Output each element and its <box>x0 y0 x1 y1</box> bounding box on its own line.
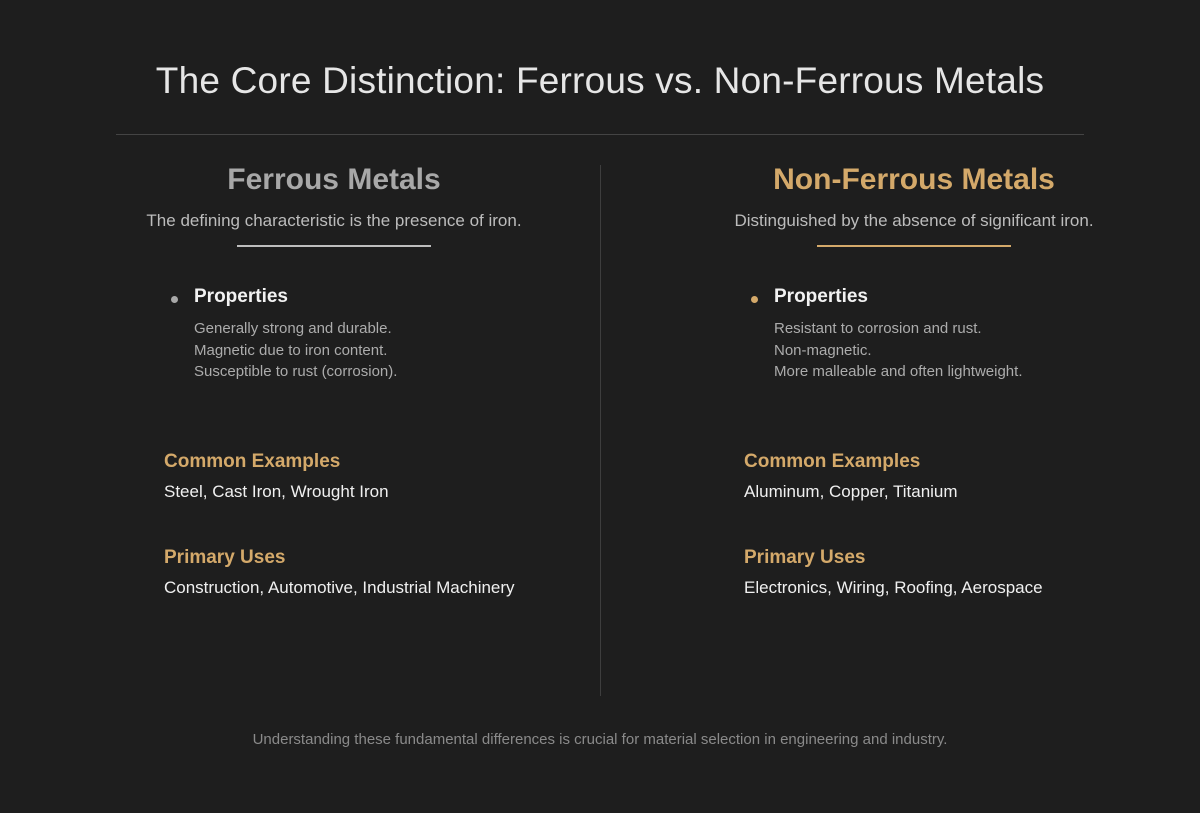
bullet-icon <box>751 296 758 303</box>
nonferrous-examples: Aluminum, Copper, Titanium <box>744 482 958 501</box>
property-item: Non-magnetic. <box>774 341 872 359</box>
ferrous-underline <box>237 245 431 247</box>
property-item: Magnetic due to iron content. <box>194 341 388 359</box>
ferrous-properties-list <box>194 318 397 383</box>
property-item: Resistant to corrosion and rust. <box>774 320 982 337</box>
ferrous-subtitle: The defining characteristic is the presence of iron. <box>146 211 522 230</box>
nonferrous-properties-list <box>774 318 1022 383</box>
nonferrous-uses-label: Primary Uses <box>744 547 866 568</box>
nonferrous-uses: Electronics, Wiring, Roofing, Aerospace <box>744 578 1043 597</box>
nonferrous-column <box>644 0 1184 813</box>
ferrous-examples-label: Common Examples <box>164 451 341 472</box>
nonferrous-underline <box>817 245 1011 247</box>
ferrous-examples: Steel, Cast Iron, Wrought Iron <box>164 482 389 501</box>
ferrous-uses-label: Primary Uses <box>164 547 286 568</box>
property-item: Susceptible to rust (corrosion). <box>194 363 398 380</box>
ferrous-uses: Construction, Automotive, Industrial Machinery <box>164 578 515 597</box>
property-item: More malleable and often lightweight. <box>774 363 1023 380</box>
property-item: Generally strong and durable. <box>194 320 392 337</box>
ferrous-properties-label: Properties <box>194 286 288 307</box>
nonferrous-properties-label: Properties <box>774 286 868 307</box>
nonferrous-subtitle: Distinguished by the absence of significant iron. <box>734 211 1094 230</box>
footer-note: Understanding these fundamental differences is crucial for material selection in engineering and industry. <box>252 731 948 748</box>
ferrous-heading: Ferrous Metals <box>227 163 441 196</box>
nonferrous-heading: Non-Ferrous Metals <box>773 163 1055 196</box>
ferrous-column <box>64 0 604 813</box>
bullet-icon <box>171 296 178 303</box>
nonferrous-examples-label: Common Examples <box>744 451 921 472</box>
page-title: The Core Distinction: Ferrous vs. Non-Ferrous Metals <box>155 60 1045 101</box>
